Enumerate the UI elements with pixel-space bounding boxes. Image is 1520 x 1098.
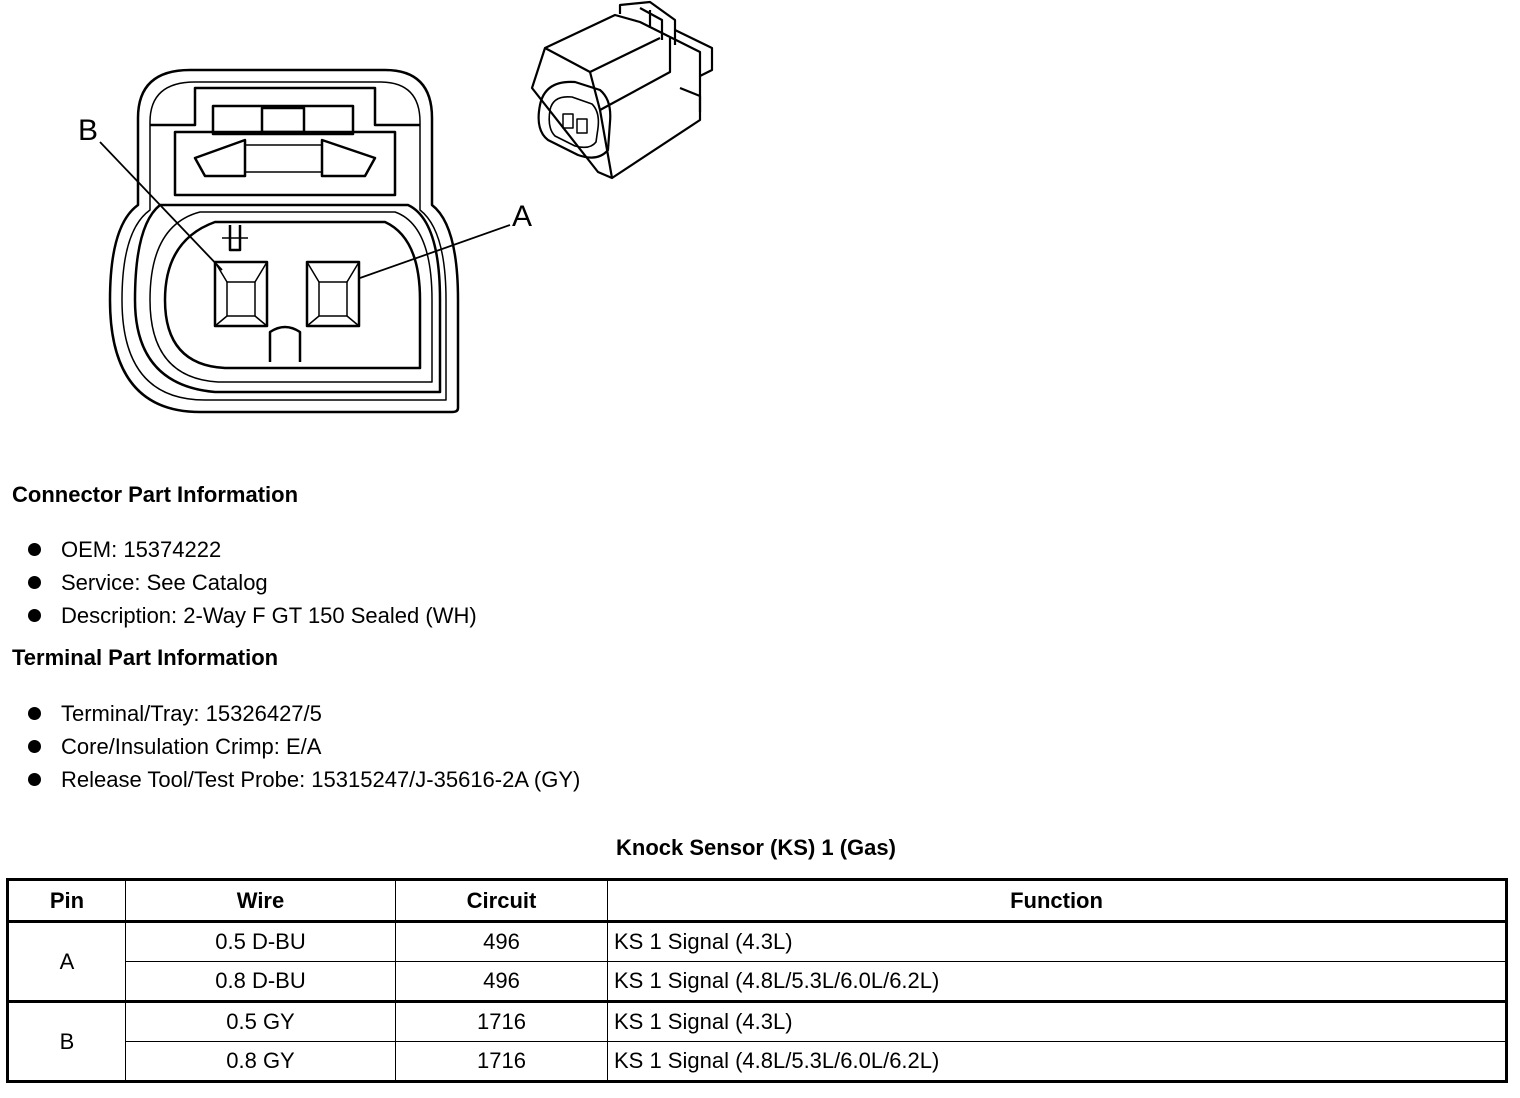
function-cell: KS 1 Signal (4.3L) [608, 1002, 1507, 1042]
terminal-release-tool: Release Tool/Test Probe: 15315247/J-35616-2A (GY) [61, 767, 581, 792]
wire-cell: 0.8 D-BU [126, 962, 396, 1002]
circuit-cell: 1716 [396, 1042, 608, 1082]
connector-isometric-view [532, 2, 712, 178]
bullet-icon [28, 773, 41, 786]
col-header-wire: Wire [126, 880, 396, 922]
list-item [28, 697, 580, 730]
list-item [28, 763, 580, 796]
pin-a-label: A [512, 200, 533, 233]
connector-info-heading: Connector Part Information [12, 482, 299, 507]
list-item [28, 533, 477, 566]
pin-table [6, 878, 1508, 1083]
connector-description: Description: 2-Way F GT 150 Sealed (WH) [61, 603, 477, 628]
table-row [8, 962, 1507, 1002]
function-cell: KS 1 Signal (4.8L/5.3L/6.0L/6.2L) [608, 1042, 1507, 1082]
terminal-info-heading: Terminal Part Information [12, 645, 279, 670]
cavity-a [307, 262, 359, 326]
table-row [8, 1042, 1507, 1082]
connector-service: Service: See Catalog [61, 570, 268, 595]
pin-cell: B [8, 1002, 126, 1082]
wire-cell: 0.5 D-BU [126, 922, 396, 962]
table-row [8, 922, 1507, 962]
bullet-icon [28, 543, 41, 556]
terminal-crimp: Core/Insulation Crimp: E/A [61, 734, 322, 759]
bullet-icon [28, 576, 41, 589]
connector-oem: OEM: 15374222 [61, 537, 222, 562]
table-row [8, 1002, 1507, 1042]
connector-info-list [28, 533, 477, 632]
function-cell: KS 1 Signal (4.3L) [608, 922, 1507, 962]
pin-cell: A [8, 922, 126, 1002]
terminal-info-list [28, 697, 580, 796]
list-item [28, 599, 477, 632]
pin-b-label: B [78, 114, 99, 147]
col-header-circuit: Circuit [396, 880, 608, 922]
circuit-cell: 496 [396, 962, 608, 1002]
terminal-tray: Terminal/Tray: 15326427/5 [61, 701, 322, 726]
wire-cell: 0.8 GY [126, 1042, 396, 1082]
bullet-icon [28, 609, 41, 622]
circuit-cell: 1716 [396, 1002, 608, 1042]
wire-cell: 0.5 GY [126, 1002, 396, 1042]
circuit-cell: 496 [396, 922, 608, 962]
list-item [28, 566, 477, 599]
col-header-function: Function [608, 880, 1507, 922]
table-title: Knock Sensor (KS) 1 (Gas) [616, 835, 896, 860]
bullet-icon [28, 707, 41, 720]
connector-face-view [100, 70, 510, 412]
function-cell: KS 1 Signal (4.8L/5.3L/6.0L/6.2L) [608, 962, 1507, 1002]
col-header-pin: Pin [8, 880, 126, 922]
table-header-row [8, 880, 1507, 922]
bullet-icon [28, 740, 41, 753]
cavity-b [215, 262, 267, 326]
connector-diagram [0, 0, 760, 440]
list-item [28, 730, 580, 763]
